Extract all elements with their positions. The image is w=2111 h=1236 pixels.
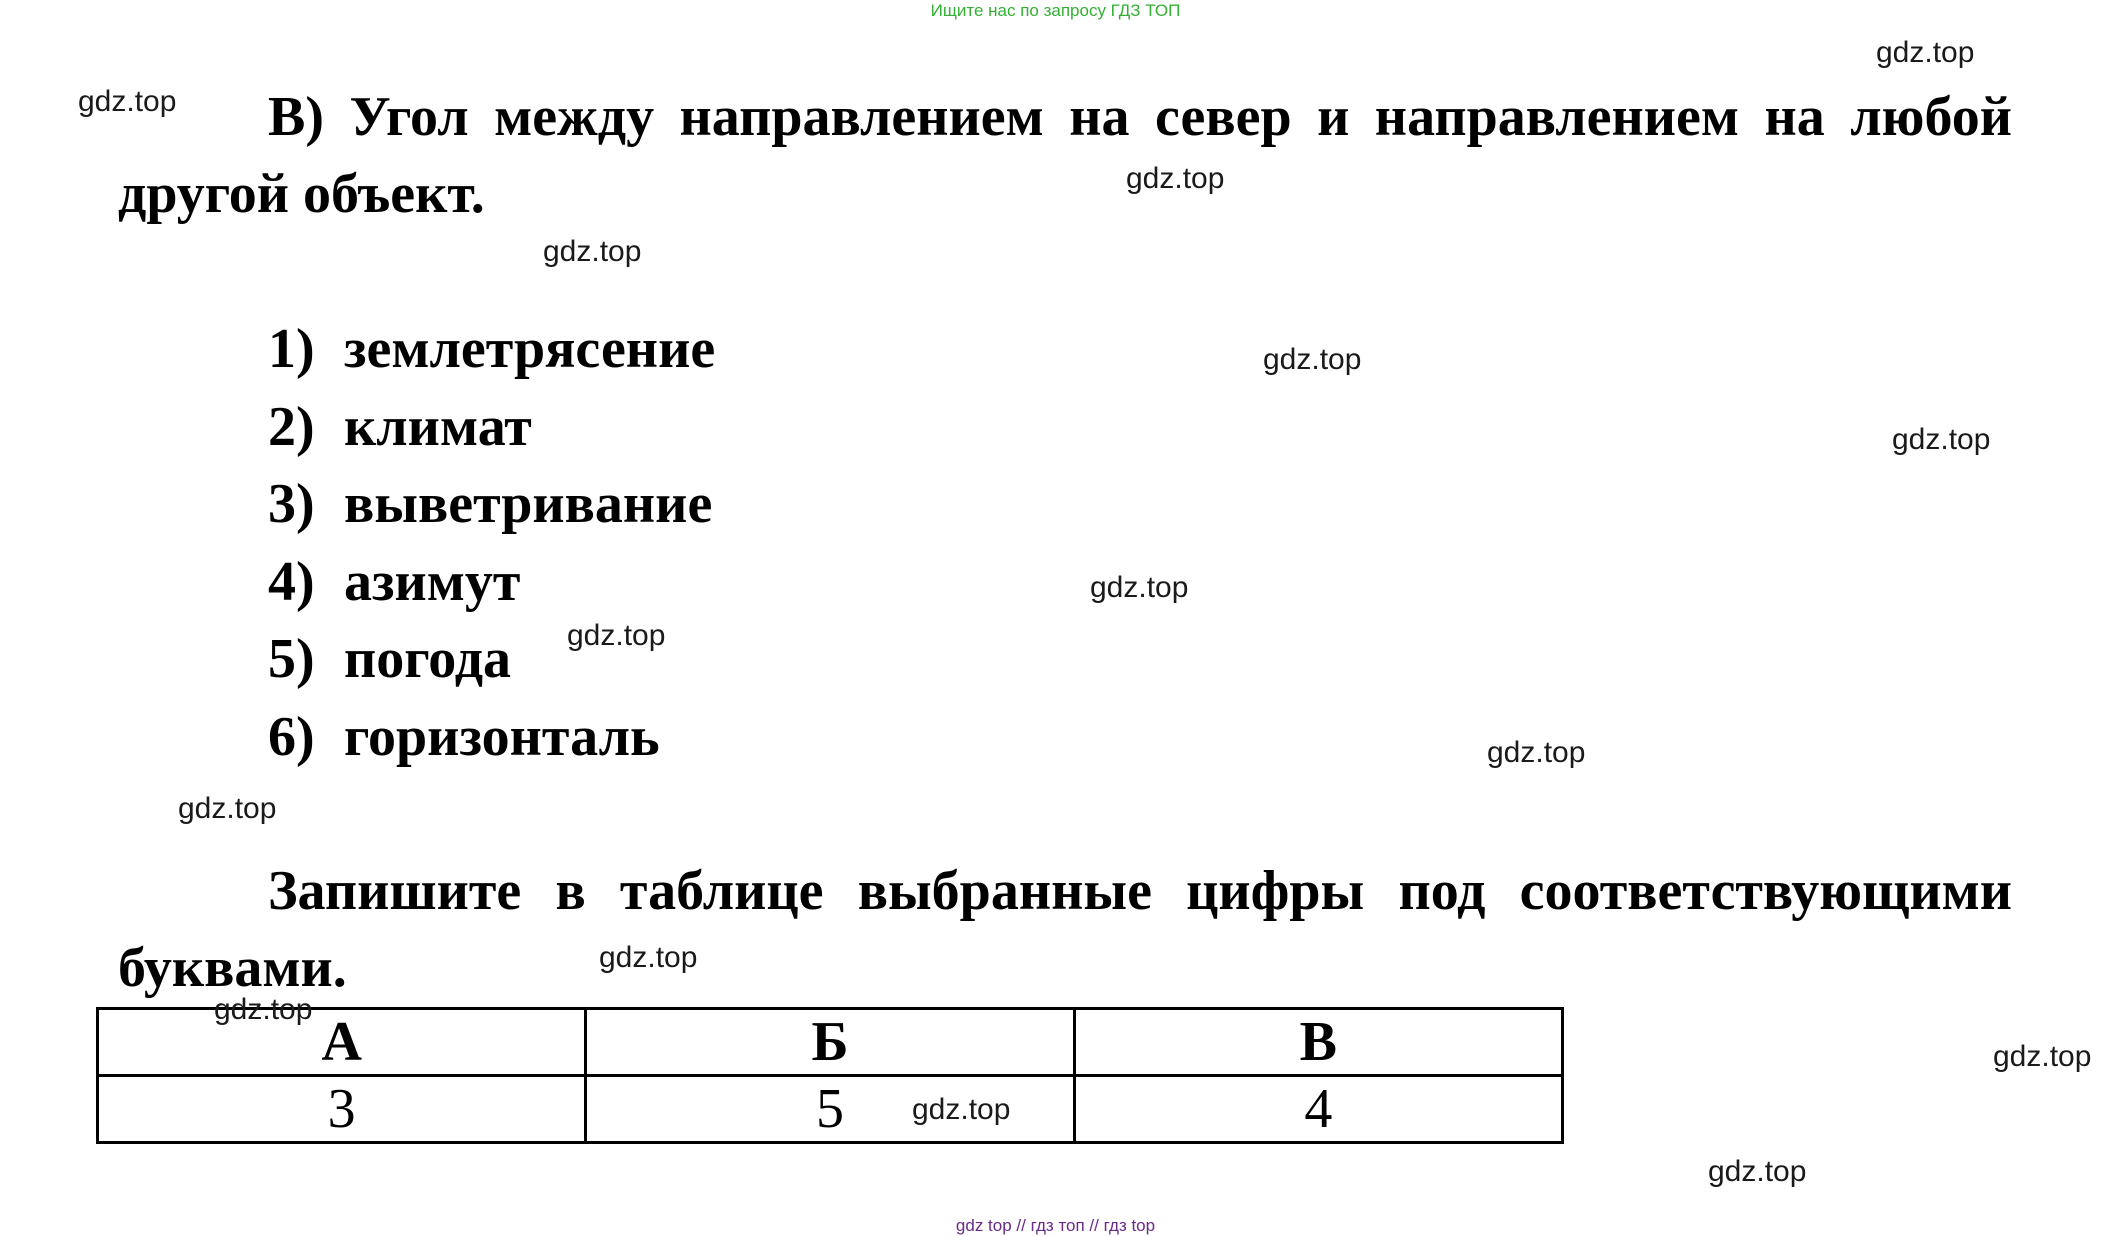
value-cell-a: 3: [98, 1076, 586, 1143]
watermark: gdz.top: [1993, 1040, 2092, 1073]
option-text: выветривание: [344, 473, 713, 536]
option-item-2: [268, 389, 715, 467]
watermark: gdz.top: [1876, 36, 1975, 69]
header-cell-a: А: [98, 1009, 586, 1076]
top-banner: Ищите нас по запросу ГДЗ ТОП: [930, 1, 1181, 20]
answer-table: [96, 1007, 1564, 1144]
option-text: климат: [344, 395, 532, 458]
option-text: горизонталь: [344, 705, 660, 768]
option-number: 1): [268, 318, 315, 380]
option-text: азимут: [344, 550, 521, 613]
option-item-6: [268, 699, 715, 777]
option-item-4: [268, 544, 715, 622]
instruction-text: Запишите в таблице выбранные цифры под соответствующими буквами.: [118, 860, 2012, 999]
option-number: 3): [268, 473, 315, 536]
answer-table-header-row: [98, 1009, 1563, 1076]
option-item-3: [268, 466, 715, 544]
option-text: землетрясение: [344, 318, 716, 380]
watermark: gdz.top: [214, 993, 313, 1026]
answer-table-value-row: [98, 1076, 1563, 1143]
watermark: gdz.top: [1090, 571, 1189, 604]
watermark: gdz.top: [912, 1093, 1011, 1126]
option-number: 2): [268, 395, 315, 458]
value-cell-b: 5: [586, 1076, 1074, 1143]
watermark: gdz.top: [1126, 162, 1225, 195]
watermark: gdz.top: [1487, 736, 1586, 769]
watermark: gdz.top: [178, 792, 277, 825]
watermark: gdz.top: [78, 85, 177, 118]
value-cell-v: 4: [1074, 1076, 1562, 1143]
header-cell-v: В: [1074, 1009, 1562, 1076]
watermark: gdz.top: [543, 235, 642, 268]
question-v-text: В) Угол между направлением на север и направлением на любой другой объект.: [118, 86, 2012, 225]
watermark: gdz.top: [599, 941, 698, 974]
option-text: погода: [344, 628, 512, 691]
watermark: gdz.top: [567, 619, 666, 652]
answer-options-list: [268, 311, 715, 777]
option-number: 6): [268, 705, 315, 768]
option-item-1: [268, 311, 715, 389]
footer-links: gdz top // гдз топ // гдз top: [955, 1216, 1156, 1235]
watermark: gdz.top: [1892, 423, 1991, 456]
watermark: gdz.top: [1708, 1155, 1807, 1188]
watermark: gdz.top: [1263, 343, 1362, 376]
option-number: 4): [268, 550, 315, 613]
option-number: 5): [268, 628, 315, 691]
header-cell-b: Б: [586, 1009, 1074, 1076]
